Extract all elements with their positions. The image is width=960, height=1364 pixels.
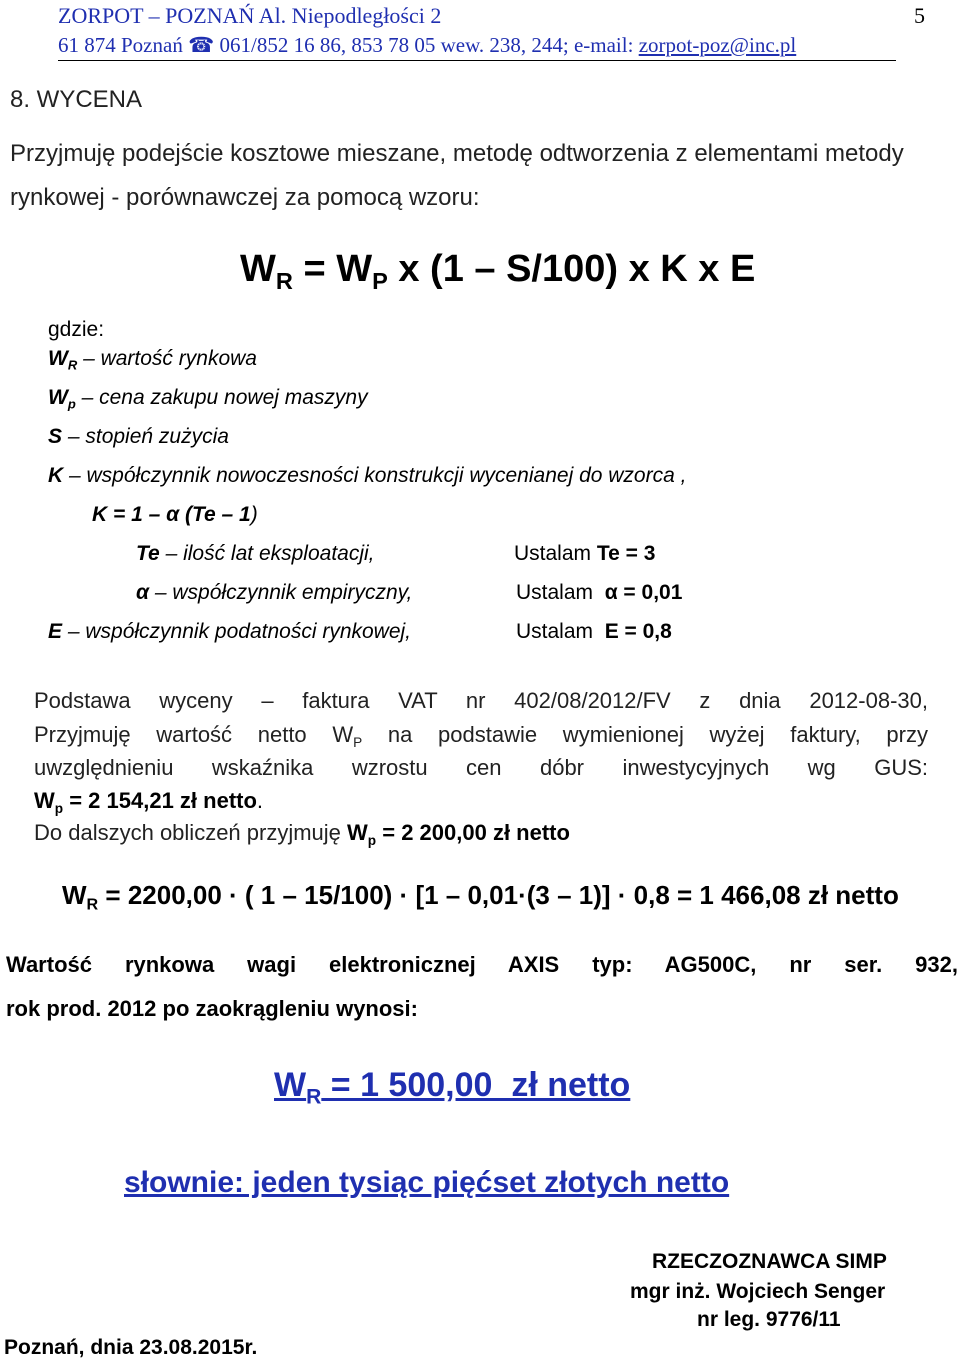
result-value: $W_R = 1$ 500,00 zł netto — [274, 1066, 631, 1109]
legend-wp: $W_p$ – cena zakupu nowej maszyny — [48, 386, 368, 412]
header-company-line: ZORPOT – POZNAŃ Al. Niepodległości 2 — [58, 3, 442, 28]
formula-wr-subscript: R — [275, 268, 293, 295]
main-formula — [240, 248, 756, 295]
setting-e: Ustalam E = 0,8 — [516, 620, 672, 643]
header-email-link[interactable]: zorpot-poz@inc.pl — [638, 33, 797, 57]
legend-where-label: gdzie: — [48, 318, 105, 341]
header-contact-line — [58, 33, 796, 58]
basis-line-3: uwzględnieniu wskaźnika wzrostu cen dóbr inwestycyjnych wg GUS: — [34, 755, 928, 780]
legend-s: S – stopień zużycia — [48, 425, 229, 448]
signature-license: nr leg. 9776/11 — [697, 1308, 841, 1331]
legend-te: Te – ilość lat eksploatacji, — [136, 542, 375, 565]
telephone-icon: ☎ — [188, 33, 215, 57]
header-divider — [58, 60, 896, 61]
formula-wp-subscript: P — [372, 268, 388, 295]
formula-equals: = W — [292, 248, 373, 290]
section-title: 8. WYCENA — [10, 86, 143, 113]
place-and-date: Poznań, dnia 23.08.2015r. — [4, 1336, 258, 1359]
legend-k-formula: K = 1 – α (Te – 1) — [92, 503, 258, 526]
signature-name: mgr inż. Wojciech Senger — [630, 1280, 886, 1303]
legend-e: E – współczynnik podatności rynkowej, — [48, 620, 412, 643]
calculation-line: $W_R = 2200,00$ · ( 1 – 15/100) · [1 – 0,01·(3 – 1)] · 0,8 = 1 466,08 zł netto — [62, 880, 899, 914]
basis-line-1: Podstawa wyceny – faktura VAT nr 402/08/2012/FV z dnia 2012-08-30, — [34, 688, 928, 713]
header-city: 61 874 Poznań — [58, 33, 189, 57]
valuation-line-2: rok prod. 2012 po zaokrągleniu wynosi: — [6, 996, 418, 1021]
result-in-words: słownie: jeden tysiąc pięćset złotych netto — [124, 1166, 730, 1199]
setting-alpha: Ustalam α = 0,01 — [516, 581, 683, 604]
formula-rhs: x (1 – S/100) x K x E — [387, 248, 756, 290]
legend-wr: $W_R$ – wartość rynkowa — [48, 347, 257, 373]
legend-k: K – współczynnik nowoczesności konstrukcji wycenianej do wzorca , — [48, 464, 687, 487]
page-number: 5 — [914, 3, 925, 28]
setting-te: Ustalam Te = 3 — [514, 542, 656, 565]
formula-wr-symbol: W — [240, 248, 276, 290]
intro-line-2: rynkowej - porównawczej za pomocą wzoru: — [10, 184, 480, 211]
basis-line-5: Do dalszych obliczeń przyjmuję $W_p = 2$ 200,00 zł netto — [34, 820, 570, 848]
valuation-line-1: Wartość rynkowa wagi elektronicznej AXIS typ: AG500C, nr ser. 932, — [6, 952, 958, 977]
basis-line-2: Przyjmuję wartość netto $W_P$ na podstawie wymienionej wyżej faktury, przy — [34, 722, 928, 750]
header-phone-numbers: 061/852 16 86, 853 78 05 wew. 238, 244; e-mail: — [214, 33, 639, 57]
signature-title: RZECZOZNAWCA SIMP — [652, 1250, 887, 1273]
basis-line-4: $W_p = 2$ 154,21 zł netto. — [34, 788, 264, 816]
legend-alpha: α – współczynnik empiryczny, — [136, 581, 413, 604]
intro-line-1: Przyjmuję podejście kosztowe mieszane, metodę odtworzenia z elementami metody — [10, 140, 904, 167]
